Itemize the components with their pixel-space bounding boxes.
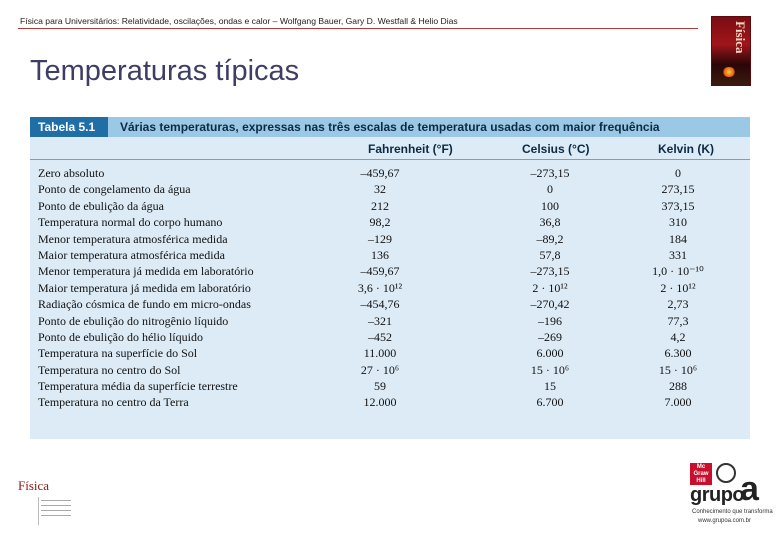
celsius-value: –196 [538, 313, 562, 328]
publisher-seal-icon [716, 463, 736, 483]
row-name: Ponto de ebulição do nitrogênio líquido [38, 313, 229, 328]
table-row [30, 394, 750, 410]
celsius-value: –270,42 [530, 297, 570, 312]
temperature-table [30, 117, 750, 439]
kelvin-value: 4,2 [670, 329, 686, 344]
fahrenheit-value: 12.000 [363, 395, 397, 410]
row-name: Temperatura normal do corpo humano [38, 215, 223, 230]
table-row [30, 214, 750, 230]
row-name: Radiação cósmica de fundo em micro-ondas [38, 297, 251, 312]
table-row [30, 231, 750, 247]
row-name: Menor temperatura já medida em laboratório [38, 264, 254, 279]
fahrenheit-value: 136 [371, 247, 389, 262]
row-name: Temperatura no centro da Terra [38, 395, 189, 410]
kelvin-value: 273,15 [661, 182, 695, 197]
celsius-value: –273,15 [530, 264, 570, 279]
kelvin-value: 6.300 [664, 346, 692, 361]
fahrenheit-value: 11.000 [363, 346, 397, 361]
celsius-value: 15 [544, 379, 556, 394]
kelvin-value: 373,15 [661, 198, 695, 213]
footer-logo-divider [38, 497, 39, 525]
celsius-value: 57,8 [539, 247, 561, 262]
row-name: Temperatura na superfície do Sol [38, 346, 198, 361]
celsius-value: –269 [538, 329, 562, 344]
column-header-celsius: Celsius (°C) [522, 142, 590, 156]
kelvin-value: 288 [669, 379, 687, 394]
footer-logo-subtitle-graphic [41, 500, 71, 520]
slide-title: Temperaturas típicas [30, 55, 300, 87]
table-row [30, 329, 750, 345]
header-divider [18, 28, 698, 29]
kelvin-value: 184 [669, 231, 687, 246]
table-row [30, 165, 750, 181]
table-row [30, 313, 750, 329]
celsius-value: 2 · 10¹² [532, 280, 568, 295]
table-row [30, 181, 750, 197]
table-row [30, 296, 750, 312]
kelvin-value: 77,3 [667, 313, 689, 328]
fahrenheit-value: 3,6 · 10¹² [357, 280, 403, 295]
kelvin-value: 7.000 [664, 395, 692, 410]
celsius-value: 15 · 10⁶ [530, 362, 570, 377]
grupo-a-logo: grupo [690, 484, 745, 506]
kelvin-value: 15 · 10⁶ [658, 362, 698, 377]
column-header-fahrenheit: Fahrenheit (°F) [368, 142, 453, 156]
celsius-value: 6.700 [536, 395, 564, 410]
row-name: Maior temperatura atmosférica medida [38, 247, 225, 262]
row-name: Maior temperatura já medida em laboratório [38, 280, 251, 295]
row-name: Ponto de congelamento da água [38, 182, 191, 197]
kelvin-value: 310 [669, 215, 687, 230]
fahrenheit-value: 27 · 10⁶ [360, 362, 400, 377]
fahrenheit-value: –454,76 [360, 297, 400, 312]
cover-graphic [722, 67, 736, 77]
celsius-value: 6.000 [536, 346, 564, 361]
table-row [30, 345, 750, 361]
book-cover-image [711, 16, 751, 86]
row-name: Ponto de ebulição da água [38, 198, 164, 213]
celsius-value: –273,15 [530, 166, 570, 180]
celsius-value: 100 [541, 198, 559, 213]
table-caption-bar [30, 117, 750, 137]
mcgraw-hill-logo: Mc Graw Hill [690, 463, 712, 485]
grupo-a-letter-logo: a [740, 470, 759, 508]
column-header-kelvin: Kelvin (K) [658, 142, 715, 156]
row-name: Ponto de ebulição do hélio líquido [38, 329, 203, 344]
celsius-value: –89,2 [536, 231, 564, 246]
row-name: Menor temperatura atmosférica medida [38, 231, 228, 246]
kelvin-value: 331 [669, 247, 687, 262]
kelvin-value: 0 [675, 166, 681, 180]
fahrenheit-value: –459,67 [360, 264, 400, 279]
fahrenheit-value: 212 [371, 198, 389, 213]
row-name: Temperatura no centro do Sol [38, 362, 181, 377]
fahrenheit-value: –321 [368, 313, 392, 328]
publisher-url: www.grupoa.com.br [698, 518, 752, 524]
row-name: Zero absoluto [38, 166, 105, 180]
table-body [30, 165, 750, 411]
kelvin-value: 2 · 10¹² [660, 280, 696, 295]
celsius-value: 36,8 [539, 215, 561, 230]
fahrenheit-value: –452 [368, 329, 392, 344]
table-row [30, 280, 750, 296]
celsius-value: 0 [547, 182, 553, 197]
header-rule [30, 159, 750, 160]
row-name: Temperatura média da superfície terrestre [38, 379, 238, 394]
header-citation: Física para Universitários: Relatividade, oscilações, ondas e calor – Wolfgang Bauer, Gary D. Westfall & Helio Dias [20, 16, 458, 26]
table-caption: Várias temperaturas, expressas nas três escalas de temperatura usadas com maior frequência [120, 120, 660, 134]
table-row [30, 378, 750, 394]
fahrenheit-value: 32 [374, 182, 386, 197]
kelvin-value: 2,73 [667, 297, 689, 312]
table-row [30, 263, 750, 279]
fahrenheit-value: 59 [374, 379, 386, 394]
kelvin-value: 1,0 · 10⁻¹⁰ [652, 264, 704, 279]
table-row [30, 362, 750, 378]
fahrenheit-value: –459,67 [360, 166, 400, 180]
table-row [30, 198, 750, 214]
footer-book-logo: Física [18, 478, 50, 493]
publisher-tagline: Conhecimento que transforma [692, 509, 773, 515]
cover-title: Física [733, 21, 748, 54]
table-row [30, 247, 750, 263]
fahrenheit-value: –129 [368, 231, 392, 246]
table-number-tag: Tabela 5.1 [30, 117, 108, 137]
fahrenheit-value: 98,2 [369, 215, 391, 230]
